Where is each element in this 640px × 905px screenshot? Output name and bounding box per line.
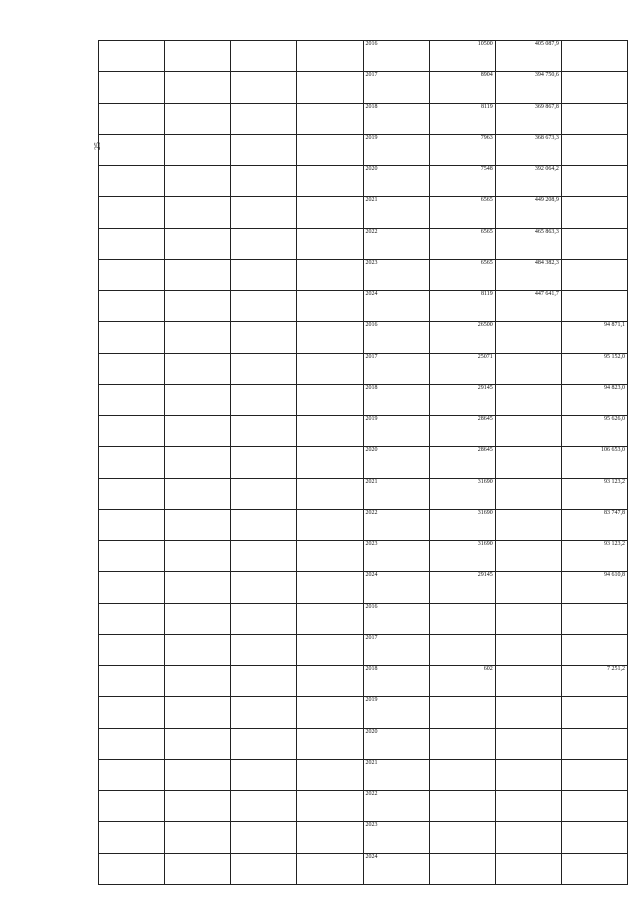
table-row [99,259,628,290]
cell-a [429,634,495,665]
cell-col4 [297,541,363,572]
cell-col3 [231,322,297,353]
cell-col2 [165,666,231,697]
cell-col1 [99,791,165,822]
cell-c [561,166,627,197]
cell-col4 [297,634,363,665]
cell-col2 [165,134,231,165]
cell-col2 [165,853,231,885]
cell-col1 [99,259,165,290]
table-row [99,416,628,447]
cell-col1 [99,853,165,885]
cell-col2 [165,384,231,415]
cell-b [495,728,561,759]
cell-col4 [297,478,363,509]
cell-col2 [165,416,231,447]
cell-col2 [165,353,231,384]
cell-c [561,259,627,290]
cell-b [495,478,561,509]
cell-a: 6565 [429,259,495,290]
cell-year: 2022 [363,228,429,259]
table-row [99,353,628,384]
cell-b [495,509,561,540]
cell-c [561,697,627,728]
cell-b: 394 750,6 [495,72,561,103]
cell-year: 2023 [363,259,429,290]
cell-col4 [297,791,363,822]
cell-c [561,853,627,885]
table-row [99,228,628,259]
cell-col4 [297,853,363,885]
cell-col1 [99,634,165,665]
cell-year: 2016 [363,603,429,634]
cell-col2 [165,197,231,228]
cell-col2 [165,447,231,478]
cell-b: 392 064,2 [495,166,561,197]
table-row [99,166,628,197]
table-row [99,822,628,853]
cell-col4 [297,353,363,384]
cell-b [495,853,561,885]
cell-year: 2020 [363,447,429,478]
cell-col2 [165,572,231,603]
cell-col1 [99,353,165,384]
table-row [99,41,628,72]
cell-c: 93 123,2 [561,541,627,572]
cell-col1 [99,166,165,197]
cell-b [495,384,561,415]
cell-b [495,416,561,447]
table-row [99,134,628,165]
cell-col1 [99,697,165,728]
cell-col3 [231,103,297,134]
cell-b: 368 673,3 [495,134,561,165]
cell-col3 [231,791,297,822]
cell-b: 484 382,3 [495,259,561,290]
cell-year: 2021 [363,197,429,228]
cell-col1 [99,72,165,103]
cell-c [561,291,627,322]
cell-col4 [297,697,363,728]
cell-a [429,603,495,634]
cell-col3 [231,259,297,290]
cell-year: 2024 [363,853,429,885]
cell-b: 447 641,7 [495,291,561,322]
cell-b: 405 087,9 [495,41,561,72]
cell-col3 [231,72,297,103]
cell-a [429,791,495,822]
cell-c: 7 251,2 [561,666,627,697]
cell-a: 7548 [429,166,495,197]
cell-a: 25071 [429,353,495,384]
cell-col3 [231,41,297,72]
cell-col3 [231,353,297,384]
cell-col3 [231,728,297,759]
cell-col3 [231,384,297,415]
cell-c: 94 871,1 [561,322,627,353]
cell-c [561,134,627,165]
cell-col1 [99,228,165,259]
cell-year: 2020 [363,728,429,759]
cell-col4 [297,416,363,447]
cell-year: 2019 [363,134,429,165]
table-row [99,103,628,134]
cell-b: 449 208,9 [495,197,561,228]
cell-c [561,72,627,103]
cell-a: 31690 [429,509,495,540]
cell-col2 [165,603,231,634]
cell-col4 [297,728,363,759]
cell-c: 83 747,8 [561,509,627,540]
table-row [99,72,628,103]
table-row [99,572,628,603]
cell-col3 [231,416,297,447]
table-row [99,322,628,353]
cell-c [561,634,627,665]
cell-col1 [99,572,165,603]
cell-a: 29145 [429,384,495,415]
cell-col2 [165,759,231,790]
cell-col3 [231,759,297,790]
table-row [99,541,628,572]
cell-a: 31690 [429,478,495,509]
cell-col4 [297,447,363,478]
cell-col4 [297,509,363,540]
cell-col3 [231,447,297,478]
cell-col4 [297,197,363,228]
cell-a: 28645 [429,416,495,447]
cell-a [429,759,495,790]
table-row [99,478,628,509]
cell-c [561,197,627,228]
cell-col2 [165,478,231,509]
cell-a [429,728,495,759]
cell-b [495,572,561,603]
cell-col4 [297,259,363,290]
cell-a [429,822,495,853]
cell-col3 [231,634,297,665]
cell-col1 [99,41,165,72]
cell-col2 [165,41,231,72]
cell-col1 [99,509,165,540]
cell-col2 [165,166,231,197]
cell-col2 [165,228,231,259]
cell-col1 [99,103,165,134]
cell-c: 95 152,0 [561,353,627,384]
cell-year: 2019 [363,697,429,728]
cell-col2 [165,822,231,853]
cell-c [561,41,627,72]
cell-a [429,853,495,885]
table-row [99,291,628,322]
cell-col3 [231,166,297,197]
cell-b [495,634,561,665]
table-body [99,41,628,885]
table-row [99,634,628,665]
page-number: 25 [93,142,102,150]
cell-col2 [165,728,231,759]
cell-year: 2021 [363,759,429,790]
cell-c: 93 123,2 [561,478,627,509]
cell-a: 29145 [429,572,495,603]
cell-col4 [297,41,363,72]
document-table [98,40,628,885]
cell-a: 602 [429,666,495,697]
cell-col4 [297,603,363,634]
table-row [99,759,628,790]
cell-a: 7963 [429,134,495,165]
cell-b [495,541,561,572]
table-row [99,791,628,822]
cell-col1 [99,541,165,572]
cell-a: 8904 [429,72,495,103]
cell-col4 [297,103,363,134]
cell-year: 2019 [363,416,429,447]
table-row [99,384,628,415]
table-row [99,666,628,697]
cell-year: 2018 [363,103,429,134]
cell-year: 2022 [363,509,429,540]
cell-col3 [231,697,297,728]
cell-col2 [165,322,231,353]
table-row [99,853,628,885]
cell-col2 [165,697,231,728]
cell-year: 2018 [363,384,429,415]
cell-a: 10500 [429,41,495,72]
cell-col1 [99,447,165,478]
cell-year: 2018 [363,666,429,697]
cell-col3 [231,822,297,853]
cell-b [495,697,561,728]
cell-col4 [297,134,363,165]
cell-col1 [99,759,165,790]
cell-col3 [231,666,297,697]
table-row [99,447,628,478]
cell-col1 [99,416,165,447]
table-row [99,509,628,540]
cell-col4 [297,822,363,853]
cell-col4 [297,666,363,697]
cell-col2 [165,509,231,540]
cell-col1 [99,728,165,759]
data-table [98,40,628,885]
cell-year: 2016 [363,41,429,72]
cell-year: 2021 [363,478,429,509]
cell-a: 26500 [429,322,495,353]
cell-year: 2022 [363,791,429,822]
cell-col3 [231,541,297,572]
cell-col2 [165,541,231,572]
cell-c [561,822,627,853]
cell-col4 [297,322,363,353]
table-row [99,603,628,634]
cell-col1 [99,322,165,353]
cell-b [495,759,561,790]
cell-col2 [165,103,231,134]
cell-year: 2023 [363,822,429,853]
cell-col1 [99,478,165,509]
cell-c [561,103,627,134]
cell-col4 [297,572,363,603]
cell-col3 [231,572,297,603]
cell-year: 2024 [363,291,429,322]
cell-col3 [231,134,297,165]
cell-a: 8119 [429,291,495,322]
cell-b [495,603,561,634]
cell-a: 6565 [429,228,495,259]
cell-col1 [99,666,165,697]
cell-a: 6565 [429,197,495,228]
cell-col3 [231,478,297,509]
table-row [99,728,628,759]
cell-c: 94 823,0 [561,384,627,415]
cell-b [495,822,561,853]
cell-col4 [297,291,363,322]
cell-year: 2017 [363,353,429,384]
cell-col3 [231,197,297,228]
cell-c [561,603,627,634]
cell-col3 [231,603,297,634]
cell-col4 [297,72,363,103]
cell-year: 2023 [363,541,429,572]
cell-col1 [99,134,165,165]
cell-col3 [231,853,297,885]
cell-col3 [231,509,297,540]
cell-a: 28645 [429,447,495,478]
cell-b: 369 867,8 [495,103,561,134]
cell-b: 465 863,3 [495,228,561,259]
cell-col1 [99,822,165,853]
cell-year: 2020 [363,166,429,197]
cell-b [495,447,561,478]
cell-b [495,353,561,384]
cell-b [495,791,561,822]
cell-year: 2016 [363,322,429,353]
cell-a: 8119 [429,103,495,134]
cell-c [561,728,627,759]
cell-c [561,228,627,259]
cell-b [495,666,561,697]
cell-a: 31690 [429,541,495,572]
cell-col3 [231,291,297,322]
cell-col1 [99,291,165,322]
cell-col2 [165,259,231,290]
cell-b [495,322,561,353]
table-row [99,697,628,728]
cell-c: 94 610,8 [561,572,627,603]
cell-c [561,791,627,822]
cell-a [429,697,495,728]
cell-col2 [165,291,231,322]
cell-c: 106 653,0 [561,447,627,478]
cell-col2 [165,634,231,665]
cell-col1 [99,197,165,228]
cell-c: 95 626,0 [561,416,627,447]
cell-col2 [165,791,231,822]
cell-c [561,759,627,790]
cell-col1 [99,384,165,415]
cell-year: 2017 [363,72,429,103]
cell-year: 2024 [363,572,429,603]
cell-col4 [297,166,363,197]
cell-year: 2017 [363,634,429,665]
cell-col2 [165,72,231,103]
table-row [99,197,628,228]
cell-col4 [297,228,363,259]
cell-col4 [297,759,363,790]
cell-col1 [99,603,165,634]
cell-col4 [297,384,363,415]
cell-col3 [231,228,297,259]
